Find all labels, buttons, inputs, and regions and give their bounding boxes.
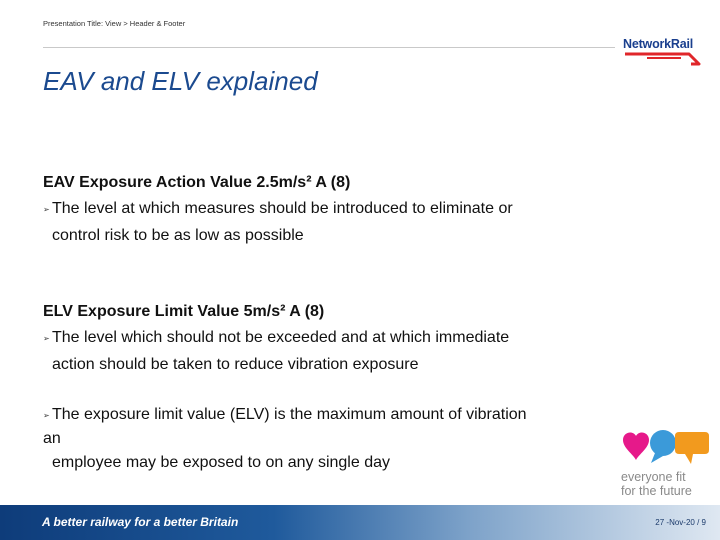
footer-slogan: A better railway for a better Britain (42, 515, 239, 529)
elv-definition-section (43, 403, 527, 474)
campaign-line-1: everyone fit (621, 470, 686, 484)
everyone-fit-campaign-logo (619, 426, 711, 502)
definition-bullet (43, 403, 527, 427)
logo-wordmark: NetworkRail (623, 37, 694, 51)
eav-bullet (43, 196, 513, 223)
bullet-arrow-icon: ➢ (43, 334, 50, 343)
logo-arrow-icon (621, 50, 705, 70)
campaign-text (621, 470, 692, 498)
elv-line-2: action should be taken to reduce vibration exposure (52, 356, 419, 373)
bullet-arrow-icon: ➢ (43, 411, 50, 420)
bullet-arrow-icon: ➢ (43, 205, 50, 214)
footer-date-page: 27 -Nov-20 / 9 (655, 518, 706, 527)
eav-section (43, 170, 513, 249)
elv-line-1: The level which should not be exceeded and at which immediate (52, 329, 510, 346)
presentation-title-note: Presentation Title: View > Header & Footer (43, 19, 186, 28)
network-rail-logo (621, 36, 705, 70)
slide-title: EAV and ELV explained (43, 66, 318, 96)
campaign-line-2: for the future (621, 484, 692, 498)
footer-bar (0, 505, 720, 540)
definition-line-3: employee may be exposed to on any single day (52, 454, 390, 471)
eav-line-1: The level at which measures should be introduced to eliminate or (52, 200, 513, 217)
speech-bubbles-icon (619, 426, 711, 470)
definition-line-2: an (43, 430, 61, 447)
eav-heading: EAV Exposure Action Value 2.5m/s² A (8) (43, 174, 351, 191)
eav-line-2: control risk to be as low as possible (52, 227, 304, 244)
elv-section (43, 299, 509, 378)
definition-line-1: The exposure limit value (ELV) is the maximum amount of vibration (52, 406, 527, 423)
elv-bullet (43, 325, 509, 352)
elv-heading: ELV Exposure Limit Value 5m/s² A (8) (43, 303, 325, 320)
header-divider (43, 47, 615, 48)
